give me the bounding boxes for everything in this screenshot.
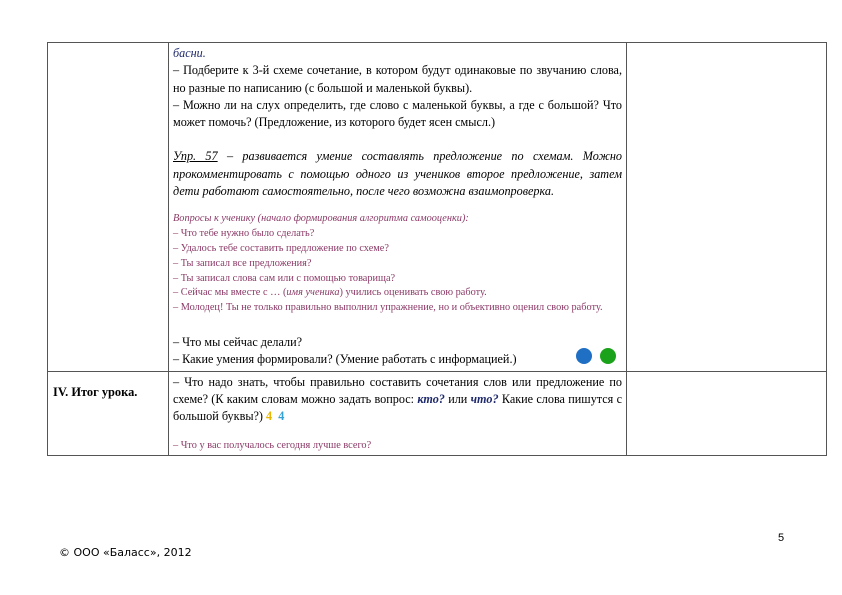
closing-question: – Какие умения формировали? (Умение работать с информацией.): [173, 351, 622, 368]
question-item: – Что у вас получалось сегодня лучше всего?: [173, 440, 372, 452]
notes-cell: [627, 43, 827, 372]
question-item: – Что тебе нужно было сделать?: [173, 228, 315, 240]
question-item: – Ты записал все предложения?: [173, 257, 312, 269]
table-row: [48, 43, 827, 372]
question-item: – Удалось тебе составить предложение по схеме?: [173, 242, 389, 254]
closing-question: – Что мы сейчас делали?: [173, 334, 303, 349]
self-assessment-questions: [173, 212, 622, 316]
notes-cell: [627, 371, 827, 456]
exercise-label: Упр. 57: [173, 149, 218, 164]
mark-badge: 4: [266, 409, 273, 424]
content-cell: [169, 371, 627, 456]
table-row: [48, 371, 827, 456]
exercise-paragraph: [173, 148, 622, 200]
text-line: басни.: [173, 46, 206, 60]
green-circle-icon: [600, 348, 616, 364]
rating-circles: [576, 348, 616, 364]
summary-paragraph: – Что надо знать, чтобы правильно составить сочетания слов или предложение по схеме? (К каким словам можно задать вопрос: кто? или что? Какие слова пишутся с большой буквы?) 4 4: [173, 374, 622, 424]
question-item: – Ты записал слова сам или с помощью товарища?: [173, 272, 396, 284]
questions-title: Вопросы к ученику (начало формирования алгоритма самооценки):: [173, 213, 469, 225]
stage-cell: [48, 371, 169, 456]
question-item: – Молодец! Ты не только правильно выполнил упражнение, но и объективно оценил свою работу.: [173, 302, 603, 314]
stage-cell: [48, 43, 169, 372]
text-line: – Можно ли на слух определить, где слово с маленькой буквы, а где с большой? Что может помочь? (Предложение, из которого будет ясен смысл.): [173, 97, 622, 130]
content-cell: [169, 43, 627, 372]
lesson-table: [47, 42, 827, 456]
page-number: 5: [778, 532, 785, 544]
blue-circle-icon: [576, 348, 592, 364]
stage-title: IV. Итог урока.: [53, 384, 138, 399]
text-line: – Подберите к 3-й схеме сочетание, в котором будут одинаковые по звучанию слова, но разные по написанию (с большой и маленькой буквы).: [173, 63, 622, 95]
question-item: – Сейчас мы вместе с … (имя ученика) учились оценивать свою работу.: [173, 287, 487, 299]
mark-badge: 4: [278, 409, 285, 424]
footer-copyright: © ООО «Баласс», 2012: [59, 546, 192, 559]
exercise-text: – развивается умение составлять предложение по схемам. Можно прокомментировать с помощью одного из учеников второе предложение, затем дети работают самостоятельно, после чего возможна взаимопроверка.: [173, 149, 622, 199]
